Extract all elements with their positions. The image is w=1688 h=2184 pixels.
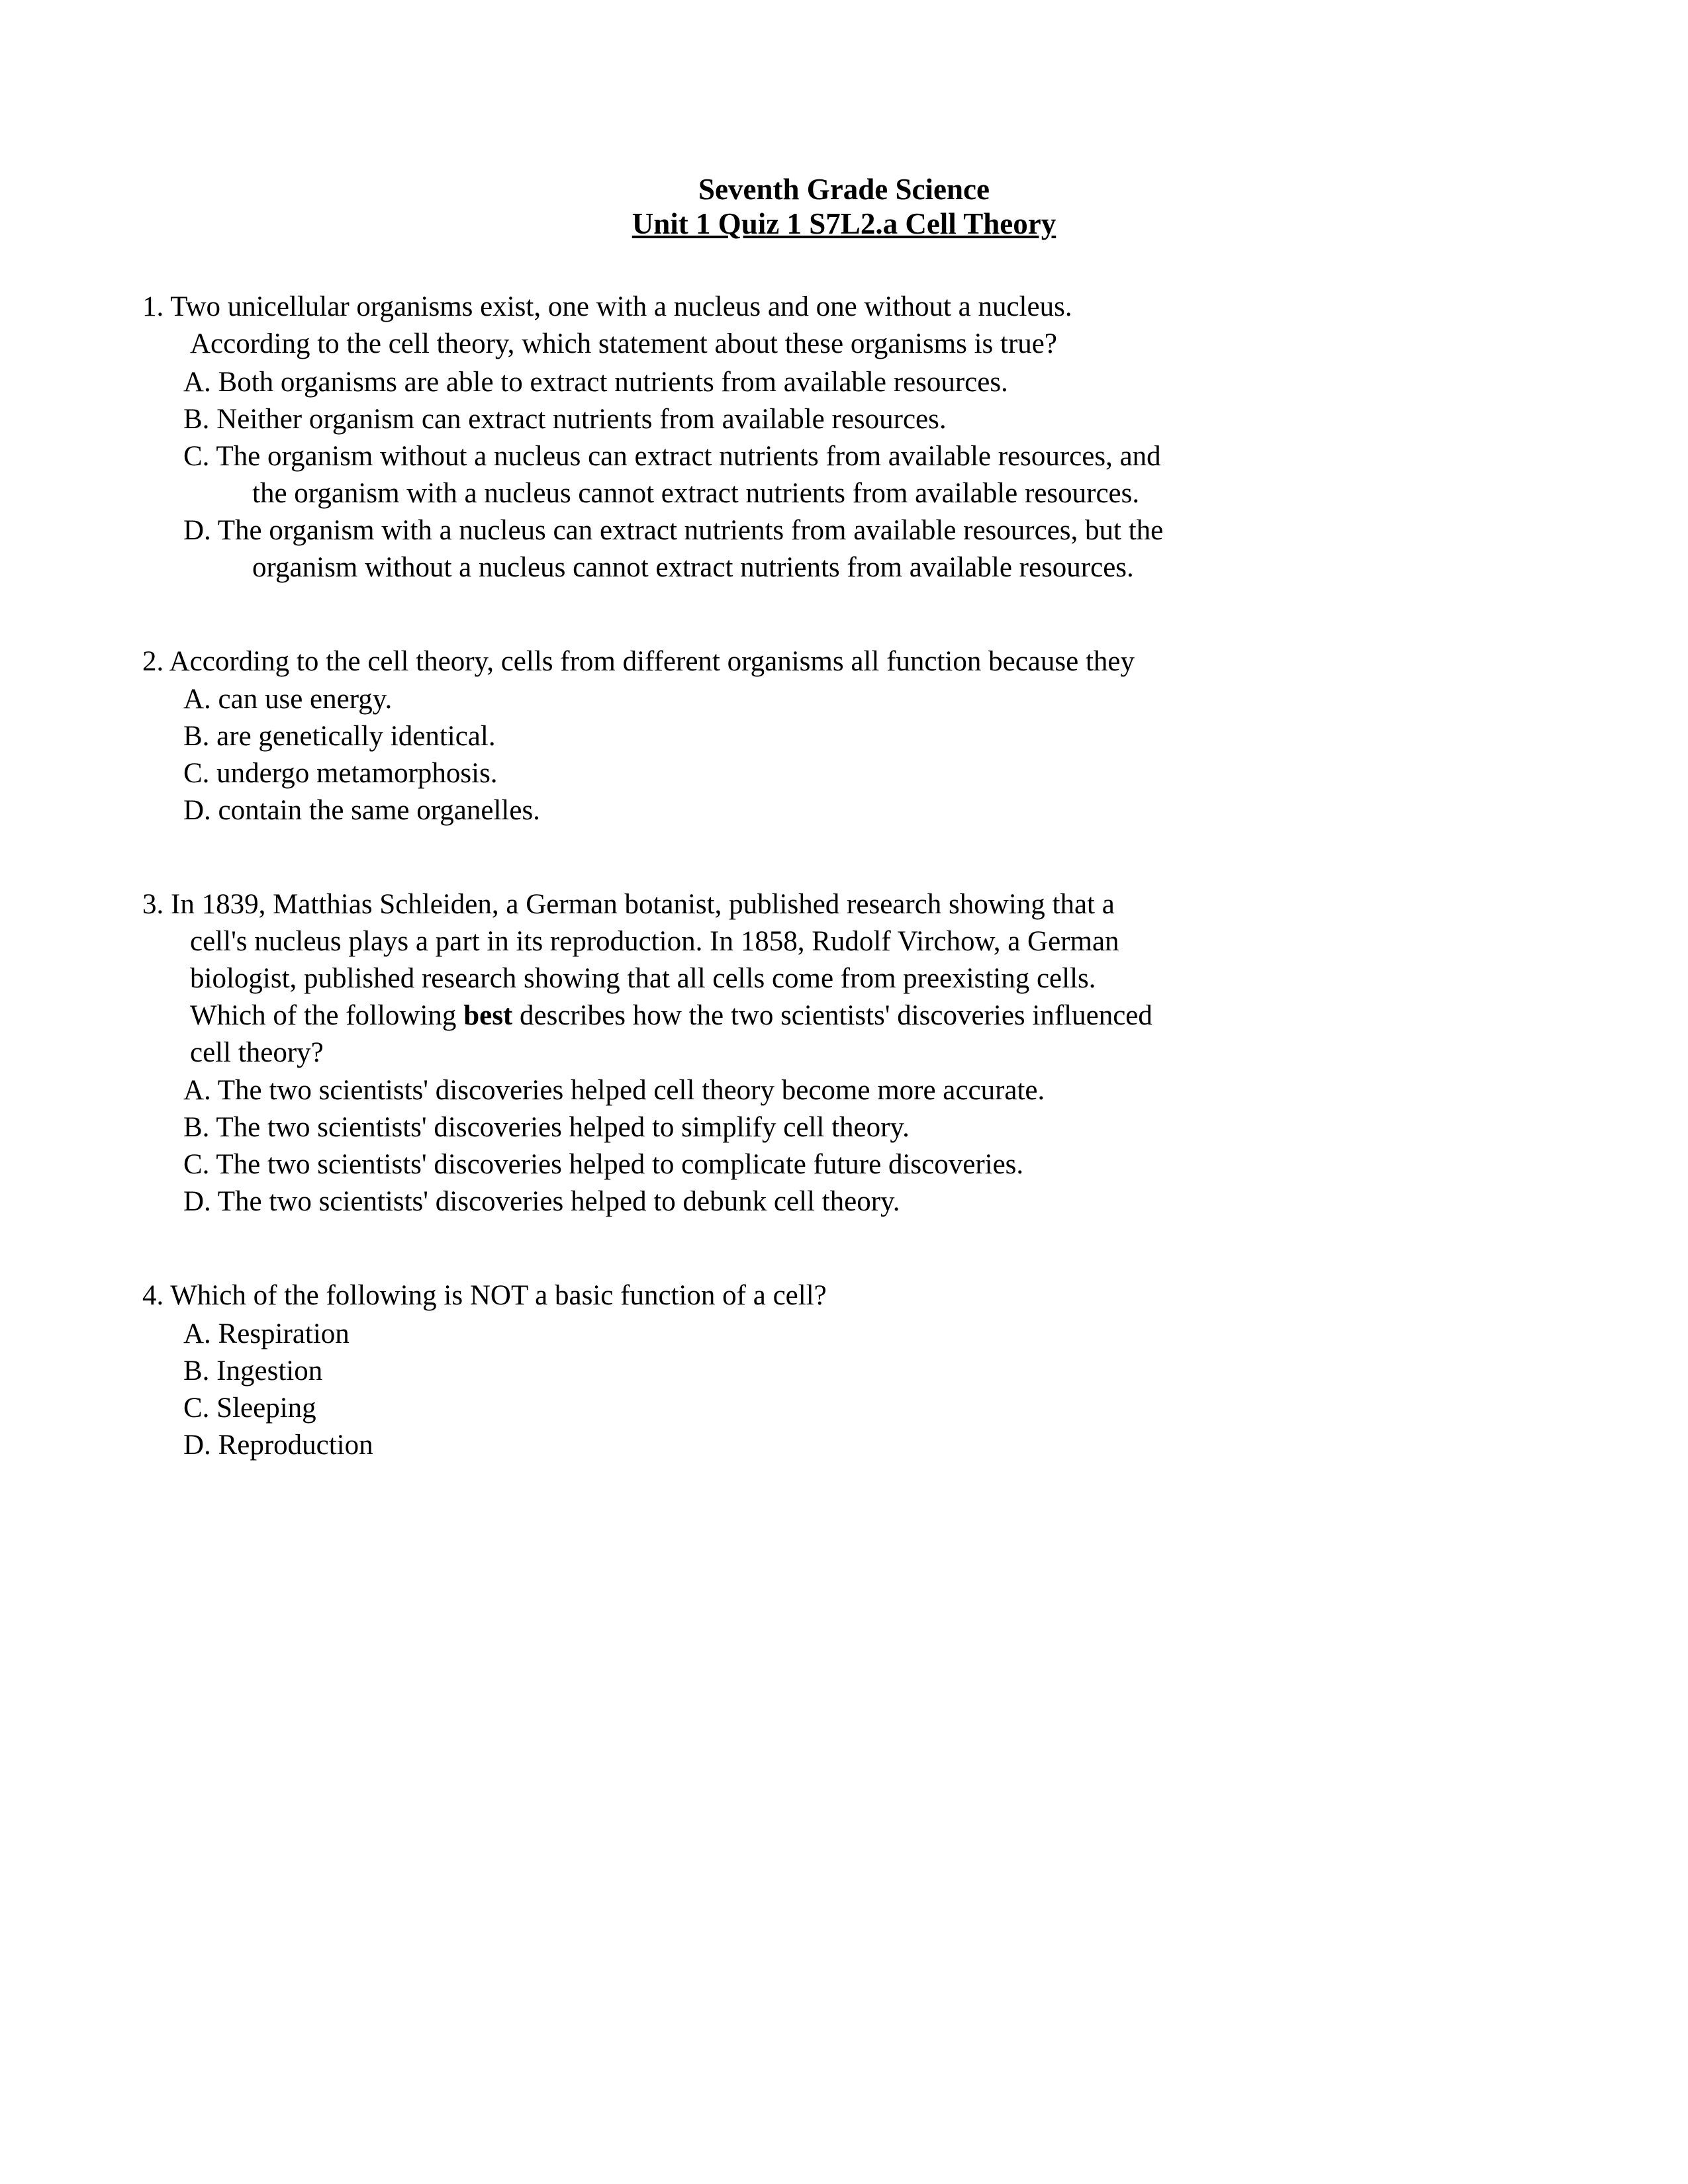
question-2-stem-line-1: 2. According to the cell theory, cells from different organisms all function because they (142, 645, 1135, 677)
question-4-choice-b-text: B. Ingestion (183, 1355, 323, 1387)
question-2-choice-c[interactable] (183, 755, 1546, 792)
question-3 (142, 886, 1546, 1220)
question-4-choice-a-text: A. Respiration (183, 1318, 350, 1349)
question-3-choice-c[interactable] (183, 1146, 1546, 1183)
question-1-stem-line-1: 1. Two unicellular organisms exist, one with a nucleus and one without a nucleus. (142, 291, 1072, 323)
question-4-choice-b[interactable] (183, 1353, 1546, 1390)
question-1-choice-b-text: B. Neither organism can extract nutrients from available resources. (183, 404, 947, 435)
question-4-choice-c[interactable] (183, 1390, 1546, 1427)
question-2-choice-a-text: A. can use energy. (183, 684, 393, 715)
question-1-stem-line-2: According to the cell theory, which statement about these organisms is true? (190, 328, 1057, 360)
question-3-choice-a-text: A. The two scientists' discoveries helped cell theory become more accurate. (183, 1075, 1045, 1107)
question-3-stem-line-3: biologist, published research showing that all cells come from preexisting cells. (190, 962, 1096, 994)
question-3-stem-line-4 (183, 997, 1546, 1034)
question-1-choice-d-text: D. The organism with a nucleus can extract nutrients from available resources, but the (183, 514, 1164, 546)
question-4-choice-a[interactable] (183, 1316, 1546, 1353)
question-1-choices (142, 364, 1546, 586)
question-3-stem-line-2: cell's nucleus plays a part in its reproduction. In 1858, Rudolf Virchow, a German (190, 925, 1119, 957)
document-subtitle: Unit 1 Quiz 1 S7L2.a Cell Theory (632, 207, 1056, 241)
question-3-choice-c-text: C. The two scientists' discoveries helped to complicate future discoveries. (183, 1149, 1024, 1181)
question-2 (142, 643, 1546, 829)
question-4-choice-d-text: D. Reproduction (183, 1429, 373, 1461)
question-4-stem (142, 1277, 1546, 1314)
document-title: Seventh Grade Science (698, 173, 990, 206)
question-3-stem-line-1: 3. In 1839, Matthias Schleiden, a German botanist, published research showing that a (142, 888, 1115, 920)
question-3-choices (142, 1072, 1546, 1220)
question-3-choice-d-text: D. The two scientists' discoveries helped to debunk cell theory. (183, 1186, 900, 1218)
question-1-choice-d-text-line-2: organism without a nucleus cannot extract nutrients from available resources. (252, 551, 1134, 583)
question-2-choices (142, 681, 1546, 829)
question-3-stem (142, 886, 1546, 1071)
question-3-choice-b[interactable] (183, 1109, 1546, 1146)
question-1-choice-c[interactable] (183, 438, 1546, 512)
question-4-choice-c-text: C. Sleeping (183, 1392, 316, 1424)
question-1-choice-a-text: A. Both organisms are able to extract nutrients from available resources. (183, 367, 1008, 398)
question-4-stem-line-1: 4. Which of the following is NOT a basic function of a cell? (142, 1279, 827, 1311)
question-1-choice-d[interactable] (183, 512, 1546, 586)
question-3-choice-a[interactable] (183, 1072, 1546, 1109)
question-1-stem (142, 289, 1546, 363)
question-3-choice-b-text: B. The two scientists' discoveries helped to simplify cell theory. (183, 1112, 910, 1144)
question-1-choice-b[interactable] (183, 401, 1546, 438)
question-3-stem-line-4-part-1: Which of the following (190, 999, 464, 1031)
question-2-choice-b-text: B. are genetically identical. (183, 721, 496, 752)
question-4 (142, 1277, 1546, 1463)
question-1-choice-a[interactable] (183, 364, 1546, 401)
question-3-choice-d[interactable] (183, 1183, 1546, 1220)
question-2-choice-d[interactable] (183, 792, 1546, 829)
question-2-choice-c-text: C. undergo metamorphosis. (183, 758, 498, 790)
question-3-stem-line-4-part-2: describes how the two scientists' discoveries influenced (512, 999, 1152, 1031)
question-4-choices (142, 1316, 1546, 1464)
question-4-choice-d[interactable] (183, 1427, 1546, 1464)
question-1 (142, 289, 1546, 586)
question-1-choice-c-text-line-2: the organism with a nucleus cannot extract nutrients from available resources. (252, 477, 1140, 509)
question-2-stem (142, 643, 1546, 680)
question-3-stem-emphasis: best (463, 999, 513, 1031)
question-2-choice-d-text: D. contain the same organelles. (183, 795, 540, 827)
question-2-choice-b[interactable] (183, 718, 1546, 755)
question-2-choice-a[interactable] (183, 681, 1546, 718)
question-3-stem-line-5: cell theory? (190, 1036, 324, 1068)
question-1-choice-c-text: C. The organism without a nucleus can extract nutrients from available resources, and (183, 440, 1161, 472)
